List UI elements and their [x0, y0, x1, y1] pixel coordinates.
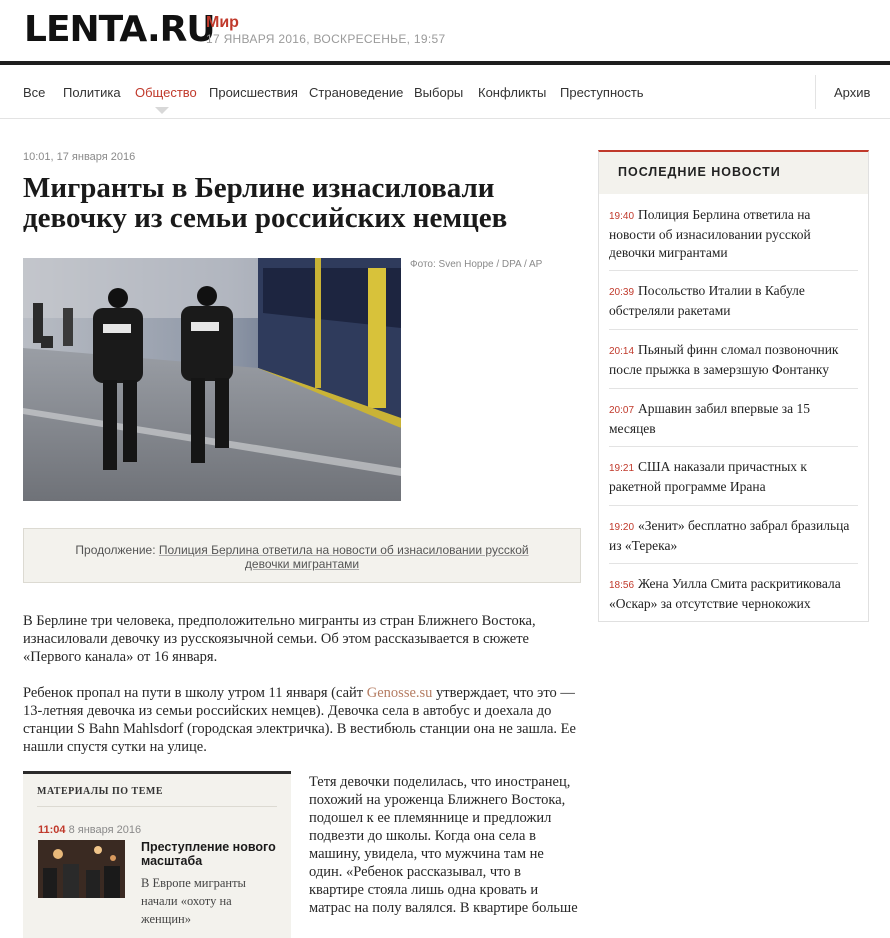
article-paragraph-3: Тетя девочки поделилась, что иностранец, похожий на уроженца Ближнего Востока, подошел к ее племяннице и предложил подвезти до школы. Когда она села в машину, увидела, что мужчина там не один. «Ребенок рассказывал, что в квартире стояла лишь одна кровать и матрас на полу валялся. В квартире больше — [309, 774, 578, 916]
current-datetime: 17 ЯНВАРЯ 2016, ВОСКРЕСЕНЬЕ, 19:57 — [206, 32, 446, 46]
related-divider — [37, 806, 277, 807]
related-time: 11:04 — [38, 824, 66, 836]
related-lead[interactable]: В Европе мигранты начали «охоту на женщин» — [141, 876, 246, 926]
paragraph-2-text-start: Ребенок пропал на пути в школу утром 11 января (сайт — [23, 685, 367, 701]
news-item[interactable] — [609, 575, 859, 613]
continuation-label: Продолжение: — [75, 543, 156, 557]
news-text: Жена Уилла Смита раскритиковала «Оскар» за отсутствие чернокожих — [609, 576, 841, 611]
article-paragraph-1: В Берлине три человека, предположительно мигранты из стран Ближнего Востока, изнасиловали девочку из русскоязычной семьи. Об этом рассказывается в сюжете «Первого канала» от 16 января. — [23, 613, 536, 665]
related-title[interactable]: Преступление нового масштаба — [141, 840, 276, 868]
nav-item-incidents[interactable]: Происшествия — [209, 85, 298, 100]
related-timestamp — [38, 824, 141, 836]
nav-item-crime[interactable]: Преступность — [560, 85, 644, 100]
news-item[interactable] — [609, 282, 859, 320]
news-time: 19:20 — [609, 522, 635, 533]
news-divider — [609, 388, 858, 389]
site-header — [0, 0, 890, 62]
related-materials — [23, 771, 291, 938]
nav-item-country-studies[interactable]: Страноведение — [309, 85, 404, 100]
nav-divider — [815, 75, 816, 109]
nav-item-society[interactable]: Общество — [135, 85, 197, 100]
news-time: 19:40 — [609, 211, 635, 222]
news-divider — [609, 505, 858, 506]
news-text: «Зенит» бесплатно забрал бразильца из «Терека» — [609, 518, 850, 553]
nav-item-elections[interactable]: Выборы — [414, 85, 464, 100]
news-divider — [609, 329, 858, 330]
news-divider — [609, 270, 858, 271]
news-text: Аршавин забил впервые за 15 месяцев — [609, 401, 810, 436]
site-logo[interactable]: LENTA.RU — [24, 9, 215, 50]
news-text: США наказали причастных к ракетной программе Ирана — [609, 459, 807, 494]
nav-item-conflicts[interactable]: Конфликты — [478, 85, 547, 100]
related-thumbnail[interactable] — [38, 840, 125, 898]
active-nav-caret-icon — [155, 107, 169, 114]
news-time: 20:39 — [609, 287, 635, 298]
news-divider — [609, 563, 858, 564]
news-time: 18:56 — [609, 580, 635, 591]
news-item[interactable] — [609, 206, 859, 262]
news-text: Полиция Берлина ответила на новости об изнасиловании русской девочки мигрантами — [609, 207, 811, 260]
genosse-link[interactable]: Genosse.su — [366, 685, 433, 701]
article-paragraph-2 — [23, 684, 583, 756]
continuation-link[interactable]: Полиция Берлина ответила на новости об изнасиловании русской девочки мигрантами — [158, 543, 529, 571]
related-heading: МАТЕРИАЛЫ ПО ТЕМЕ — [37, 786, 164, 797]
news-item[interactable] — [609, 400, 859, 438]
police-photo-illustration — [23, 258, 401, 501]
article-photo — [23, 258, 401, 501]
nav-item-archive[interactable]: Архив — [834, 85, 871, 100]
latest-news-panel — [598, 150, 869, 622]
article-title: Мигранты в Берлине изнасиловали девочку из семьи российских немцев — [23, 172, 508, 234]
news-item[interactable] — [609, 341, 859, 379]
related-date: 8 января 2016 — [68, 824, 142, 836]
nav-item-politics[interactable]: Политика — [63, 85, 121, 100]
paragraph-2-text-end: утверждает, что это — 13-летняя девочка из семьи российских немцев). Девочка села в автобус и доехала до станции S Bahn Mahlsdorf (городская электричка). В вестибюль станции она не зашла. Ее нашли спустя сутки на улице. — [23, 685, 576, 755]
news-time: 19:21 — [609, 463, 635, 474]
nav-item-all[interactable]: Все — [23, 85, 46, 100]
crowd-thumbnail-illustration — [38, 840, 125, 898]
news-divider — [609, 446, 858, 447]
rubric-label[interactable]: Мир — [206, 14, 239, 31]
news-item[interactable] — [609, 458, 859, 496]
news-text: Пьяный финн сломал позвоночник после прыжка в замерзшую Фонтанку — [609, 342, 839, 377]
news-time: 20:07 — [609, 405, 635, 416]
photo-credit: Фото: Sven Hoppe / DPA / AP — [410, 259, 543, 270]
article-timestamp: 10:01, 17 января 2016 — [23, 151, 136, 163]
latest-news-heading: ПОСЛЕДНИЕ НОВОСТИ — [599, 152, 868, 194]
news-time: 20:14 — [609, 346, 635, 357]
main-nav — [0, 65, 890, 119]
continuation-box — [23, 528, 581, 583]
news-text: Посольство Италии в Кабуле обстреляли ракетами — [609, 283, 805, 318]
news-item[interactable] — [609, 517, 859, 555]
